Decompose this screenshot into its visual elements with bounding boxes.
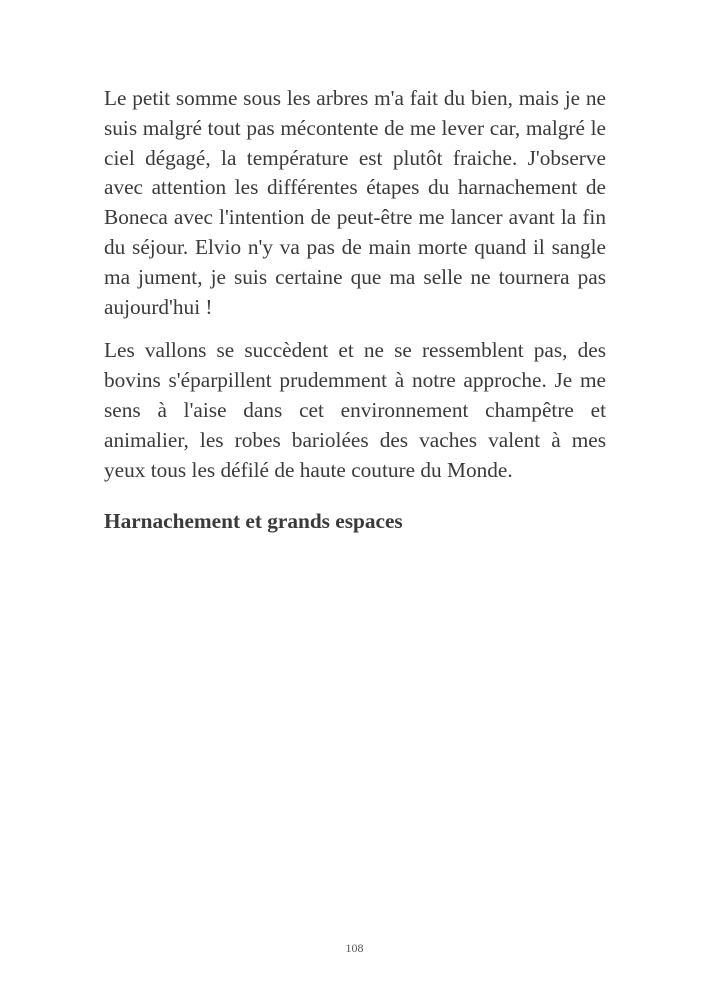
section-heading: Harnachement et grands espaces [104, 509, 403, 534]
paragraph-2: Les vallons se succèdent et ne se ressemblent pas, des bovins s'éparpillent prudemment à notre approche. Je me sens à l'aise dans cet environnement champêtre et animalier, les robes bariolées des vaches valent à mes yeux tous les défilé de haute couture du Monde. [104, 338, 606, 482]
page-content [104, 84, 606, 535]
paragraph-1: Le petit somme sous les arbres m'a fait du bien, mais je ne suis malgré tout pas mécontente de me lever car, malgré le ciel dégagé, la température est plutôt fraiche. J'observe avec attention les différentes étapes du harnachement de Boneca avec l'intention de peut-être me lancer avant la fin du séjour. Elvio n'y va pas de main morte quand il sangle ma jument, je suis certaine que ma selle ne tournera pas aujourd'hui ! [104, 86, 606, 319]
page-number: 108 [345, 941, 364, 955]
